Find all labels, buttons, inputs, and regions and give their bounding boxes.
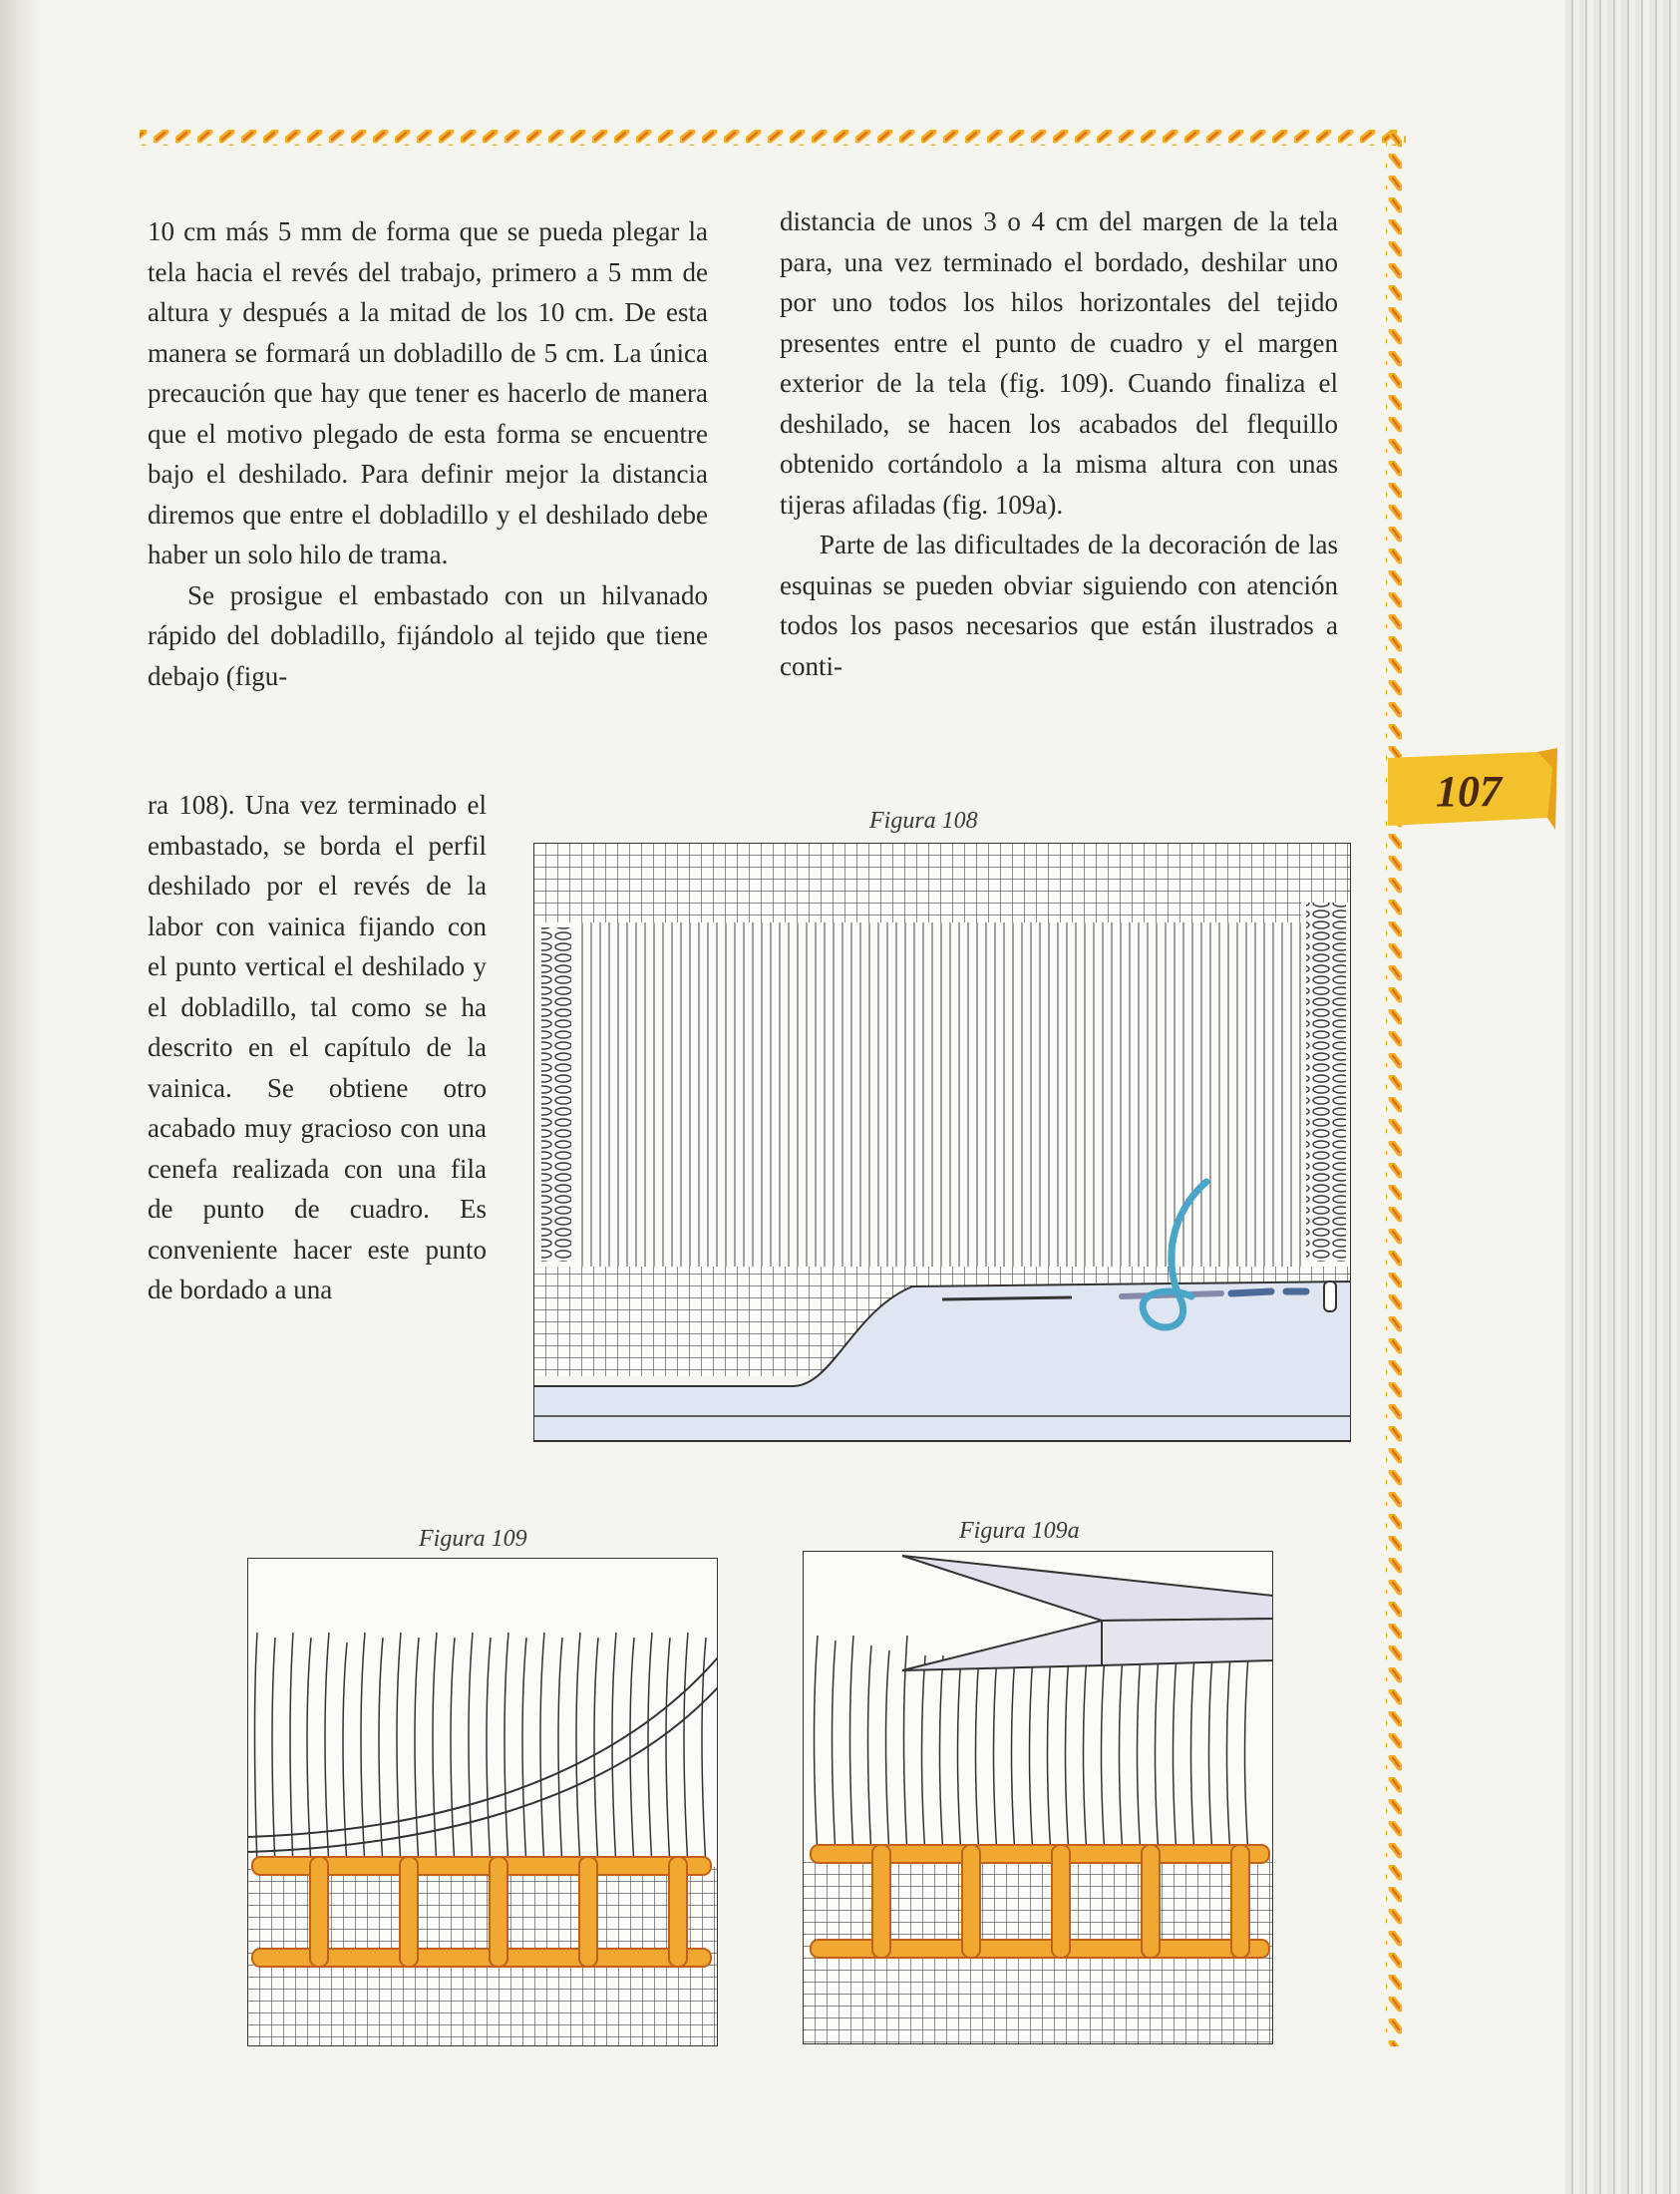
figure-109a-illustration xyxy=(803,1551,1273,2044)
paragraph: distancia de unos 3 o 4 cm del margen de la tela para, una vez terminado el bordado, deshilar uno por uno todos los hilos horizontales del tejido presentes entre el punto de cuadro y el margen exterior de la tela (fig. 109). Cuando finaliza el deshilado, se hacen los acabados del flequillo obtenido cortándolo a la misma altura con unas tijeras afiladas (fig. 109a). xyxy=(780,206,1338,520)
page-number: 107 xyxy=(1436,767,1502,816)
left-narrow-paragraph: ra 108). Una vez terminado el embastado, se borda el perfil deshilado por el revés de la labor con vainica fijando con el punto vertical el deshilado y el dobladillo, tal como se ha descrito en el capítulo de la vainica. Se obtiene otro acabado muy gracioso con una cenefa realizada con una fila de punto de cuadro. Es conveniente hacer este punto de bordado a una xyxy=(148,790,487,1304)
figure-109-illustration xyxy=(247,1558,718,2046)
figure-109a-caption: Figura 109a xyxy=(959,1518,1080,1544)
figure-109-caption: Figura 109 xyxy=(419,1526,527,1552)
paragraph: 10 cm más 5 mm de forma que se pueda plegar la tela hacia el revés del trabajo, primero a 5 mm de altura y después a la mitad de los 10 cm. De esta manera se formará un dobladillo de 5 cm. La única precaución que hay que tener es hacerlo de manera que el motivo plegado de esta forma se encuentre bajo el deshilado. Para definir mejor la distancia diremos que entre el dobladillo y el deshilado debe haber un solo hilo de trama. xyxy=(148,216,708,569)
left-column xyxy=(148,211,708,696)
right-column xyxy=(780,201,1338,686)
figure-108-caption: Figura 108 xyxy=(869,808,978,834)
paragraph: Parte de las dificultades de la decoración de las esquinas se pueden obviar siguiendo con atención todos los pasos necesarios que están ilustrados a conti- xyxy=(780,530,1338,681)
figure-108-illustration xyxy=(533,843,1351,1451)
paragraph: Se prosigue el embastado con un hilvanado rápido del dobladillo, fijándolo al tejido que tiene debajo (figu- xyxy=(148,579,708,691)
